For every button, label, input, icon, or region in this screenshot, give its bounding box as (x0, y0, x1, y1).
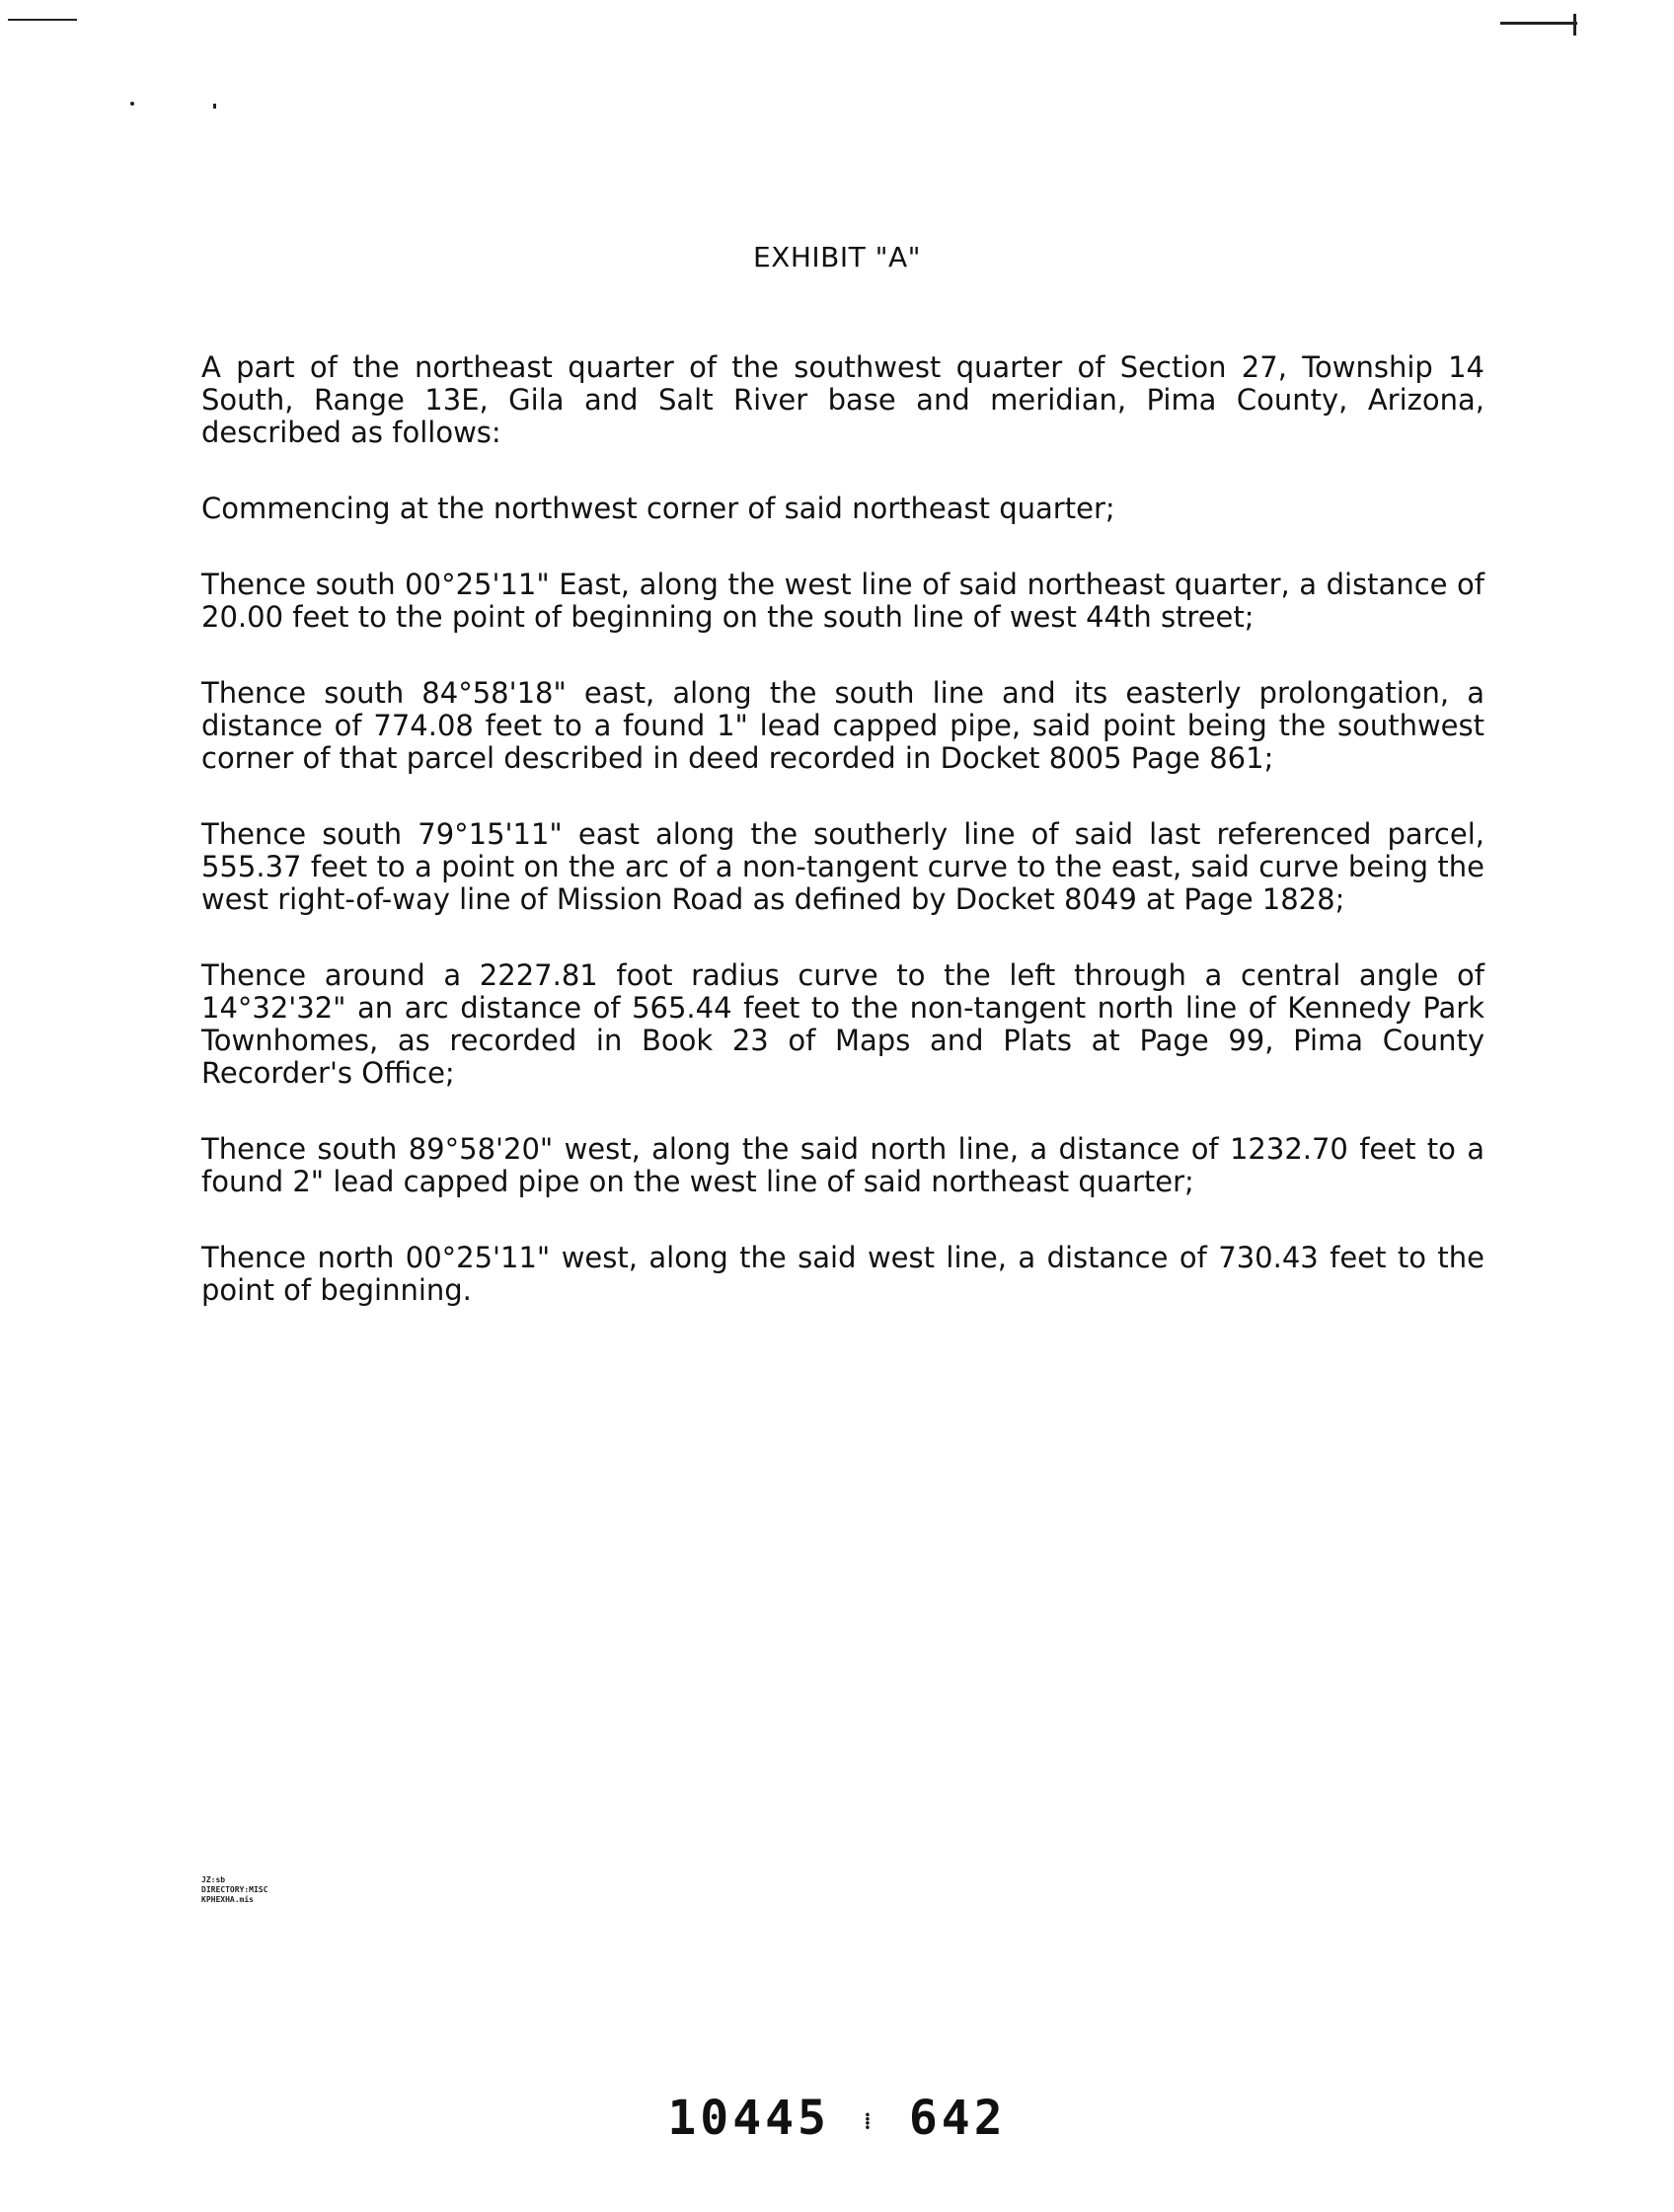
footnote-filename: KPHEXHA.mis (201, 1895, 254, 1904)
scan-mark-top-right-hook (1573, 14, 1576, 36)
exhibit-title: EXHIBIT "A" (752, 241, 922, 273)
recording-separator: ⁞ (864, 2109, 875, 2134)
paragraph-course-6: Thence north 00°25'11" west, along the said west line, a distance of 730.43 feet to the point of beginning. (201, 1241, 1484, 1307)
scan-mark-top-right (1500, 22, 1577, 25)
paragraph-course-1: Thence south 00°25'11" East, along the west line of said northeast quarter, a distance of 20.00 feet to the point of beginning on the south line of west 44th street; (201, 568, 1484, 634)
paragraph-commencing: Commencing at the northwest corner of said northeast quarter; (201, 492, 1115, 525)
scan-mark-top-left (8, 19, 77, 21)
recording-page: 642 (908, 2091, 1007, 2146)
footnote-initials: JZ:sb (201, 1875, 226, 1884)
recording-stamp (0, 2091, 1674, 2146)
legal-description (201, 351, 1484, 1350)
paragraph-course-5: Thence south 89°58'20" west, along the said north line, a distance of 1232.70 feet to a found 2" lead capped pipe on the west line of said northeast quarter; (201, 1132, 1484, 1198)
file-reference-note (201, 1875, 267, 1905)
scan-speck (130, 102, 134, 106)
paragraph-course-3: Thence south 79°15'11" east along the southerly line of said last referenced parcel, 555.37 feet to a point on the arc of a non-tangent curve to the east, said curve being the west right-of-way line of Mission Road as defined by Docket 8049 at Page 1828; (201, 817, 1484, 916)
footnote-directory: DIRECTORY:MISC (201, 1885, 268, 1894)
recording-docket: 10445 (667, 2091, 830, 2146)
scan-speck (213, 104, 216, 109)
paragraph-intro: A part of the northeast quarter of the southwest quarter of Section 27, Township 14 South, Range 13E, Gila and Salt River base and meridian, Pima County, Arizona, described as follows: (201, 350, 1484, 449)
paragraph-course-2: Thence south 84°58'18" east, along the south line and its easterly prolongation, a distance of 774.08 feet to a found 1" lead capped pipe, said point being the southwest corner of that parcel described in deed recorded in Docket 8005 Page 861; (201, 676, 1484, 775)
paragraph-course-4: Thence around a 2227.81 foot radius curve to the left through a central angle of 14°32'32" an arc distance of 565.44 feet to the non-tangent north line of Kennedy Park Townhomes, as recorded in Book 23 of Maps and Plats at Page 99, Pima County Recorder's Office; (201, 958, 1484, 1090)
